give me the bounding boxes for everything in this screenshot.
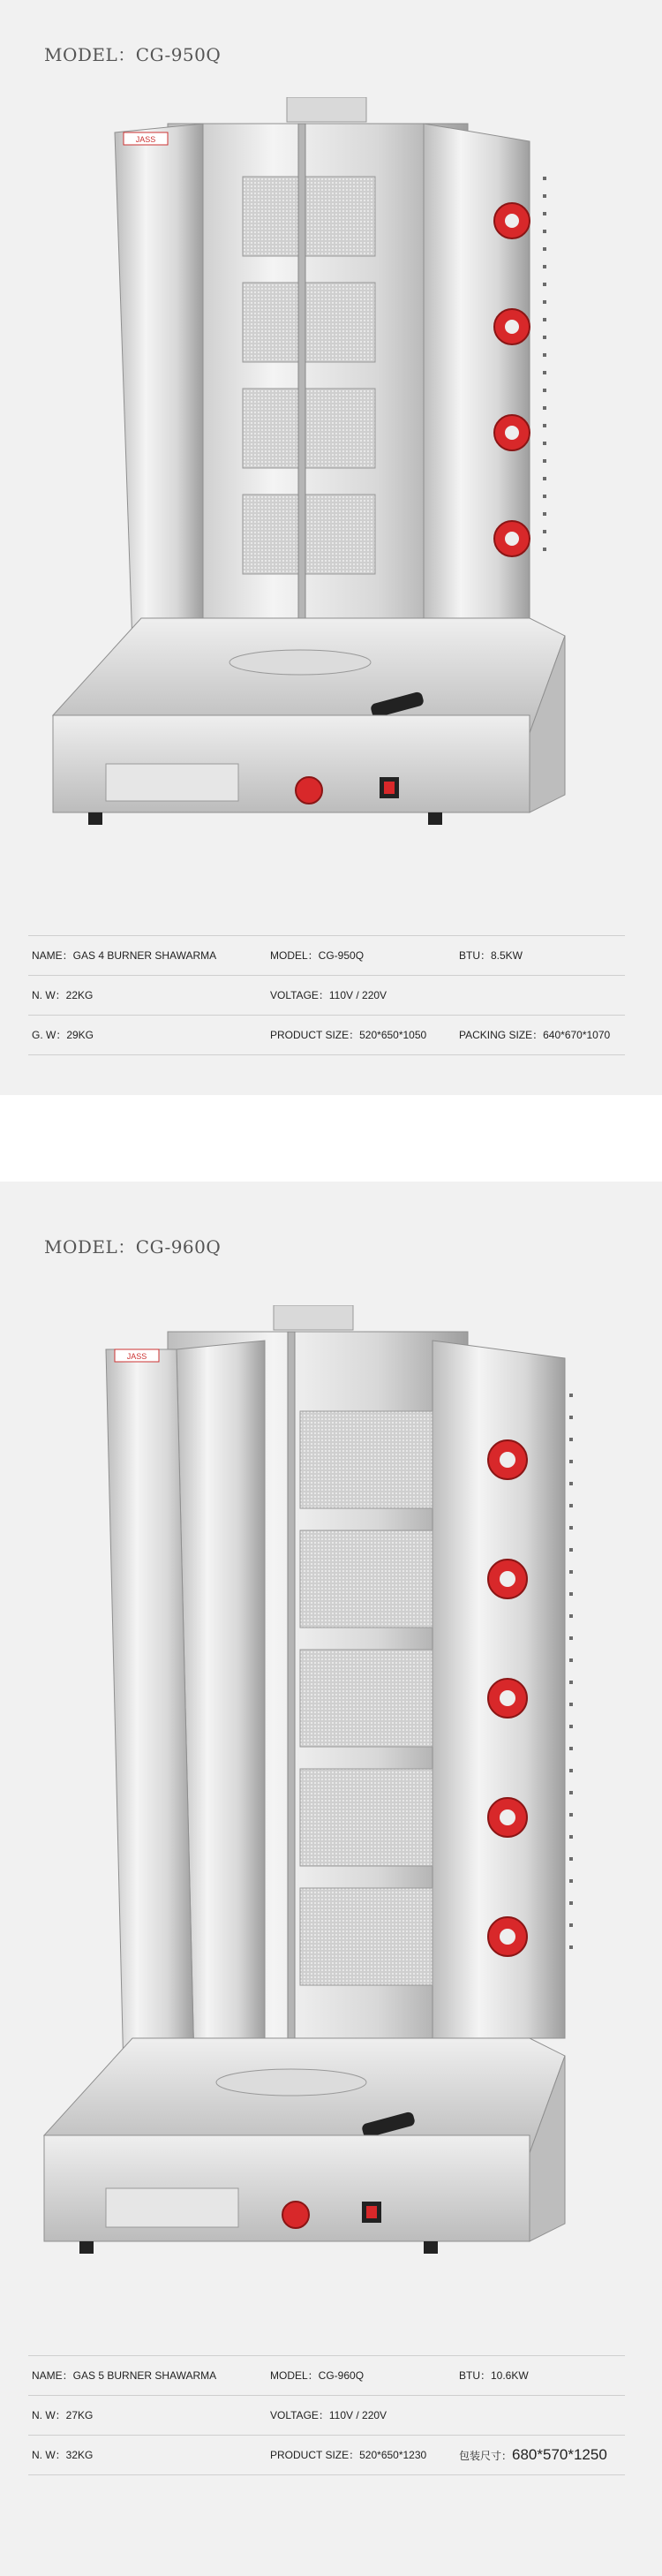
brand-label: JASS xyxy=(126,1352,147,1361)
brand-label: JASS xyxy=(135,135,156,144)
shawarma-machine-4-burner-image xyxy=(35,97,583,892)
spec-btu: BTU：8.5KW xyxy=(459,949,523,962)
spec-row xyxy=(28,935,625,975)
spec-model: MODEL：CG-950Q xyxy=(270,949,365,962)
spec-table xyxy=(28,935,625,1055)
spec-name: NAME：GAS 4 BURNER SHAWARMA xyxy=(32,949,217,962)
spec-row xyxy=(28,2355,625,2395)
spec-model: MODEL：CG-960Q xyxy=(270,2369,365,2382)
spec-product-size: PRODUCT SIZE：520*650*1230 xyxy=(270,2449,427,2461)
spec-net-weight: N. W：22KG xyxy=(32,989,94,1001)
spec-btu: BTU：10.6KW xyxy=(459,2369,529,2382)
model-title: MODEL：CG-950Q xyxy=(44,44,222,65)
shawarma-machine-5-burner-image xyxy=(35,1305,583,2312)
spec-row xyxy=(28,2435,625,2475)
spec-row xyxy=(28,1015,625,1055)
spec-product-size: PRODUCT SIZE：520*650*1050 xyxy=(270,1029,427,1041)
product-section-cg950q xyxy=(0,0,662,1095)
spec-packing-size xyxy=(459,2436,607,2475)
packing-size-value: 680*570*1250 xyxy=(512,2446,607,2463)
spec-voltage: VOLTAGE：110V / 220V xyxy=(270,2409,387,2421)
product-section-cg960q xyxy=(0,1182,662,2576)
model-title: MODEL：CG-960Q xyxy=(44,1236,222,1258)
spec-row xyxy=(28,2395,625,2435)
spec-voltage: VOLTAGE：110V / 220V xyxy=(270,989,387,1001)
spec-gross-weight: N. W：32KG xyxy=(32,2449,94,2461)
spec-net-weight: N. W：27KG xyxy=(32,2409,94,2421)
spec-row xyxy=(28,975,625,1015)
spec-table xyxy=(28,2355,625,2475)
packing-size-label: 包装尺寸： xyxy=(459,2450,513,2462)
spec-gross-weight: G. W：29KG xyxy=(32,1029,94,1041)
spec-packing-size: PACKING SIZE：640*670*1070 xyxy=(459,1029,611,1041)
spec-name: NAME：GAS 5 BURNER SHAWARMA xyxy=(32,2369,217,2382)
